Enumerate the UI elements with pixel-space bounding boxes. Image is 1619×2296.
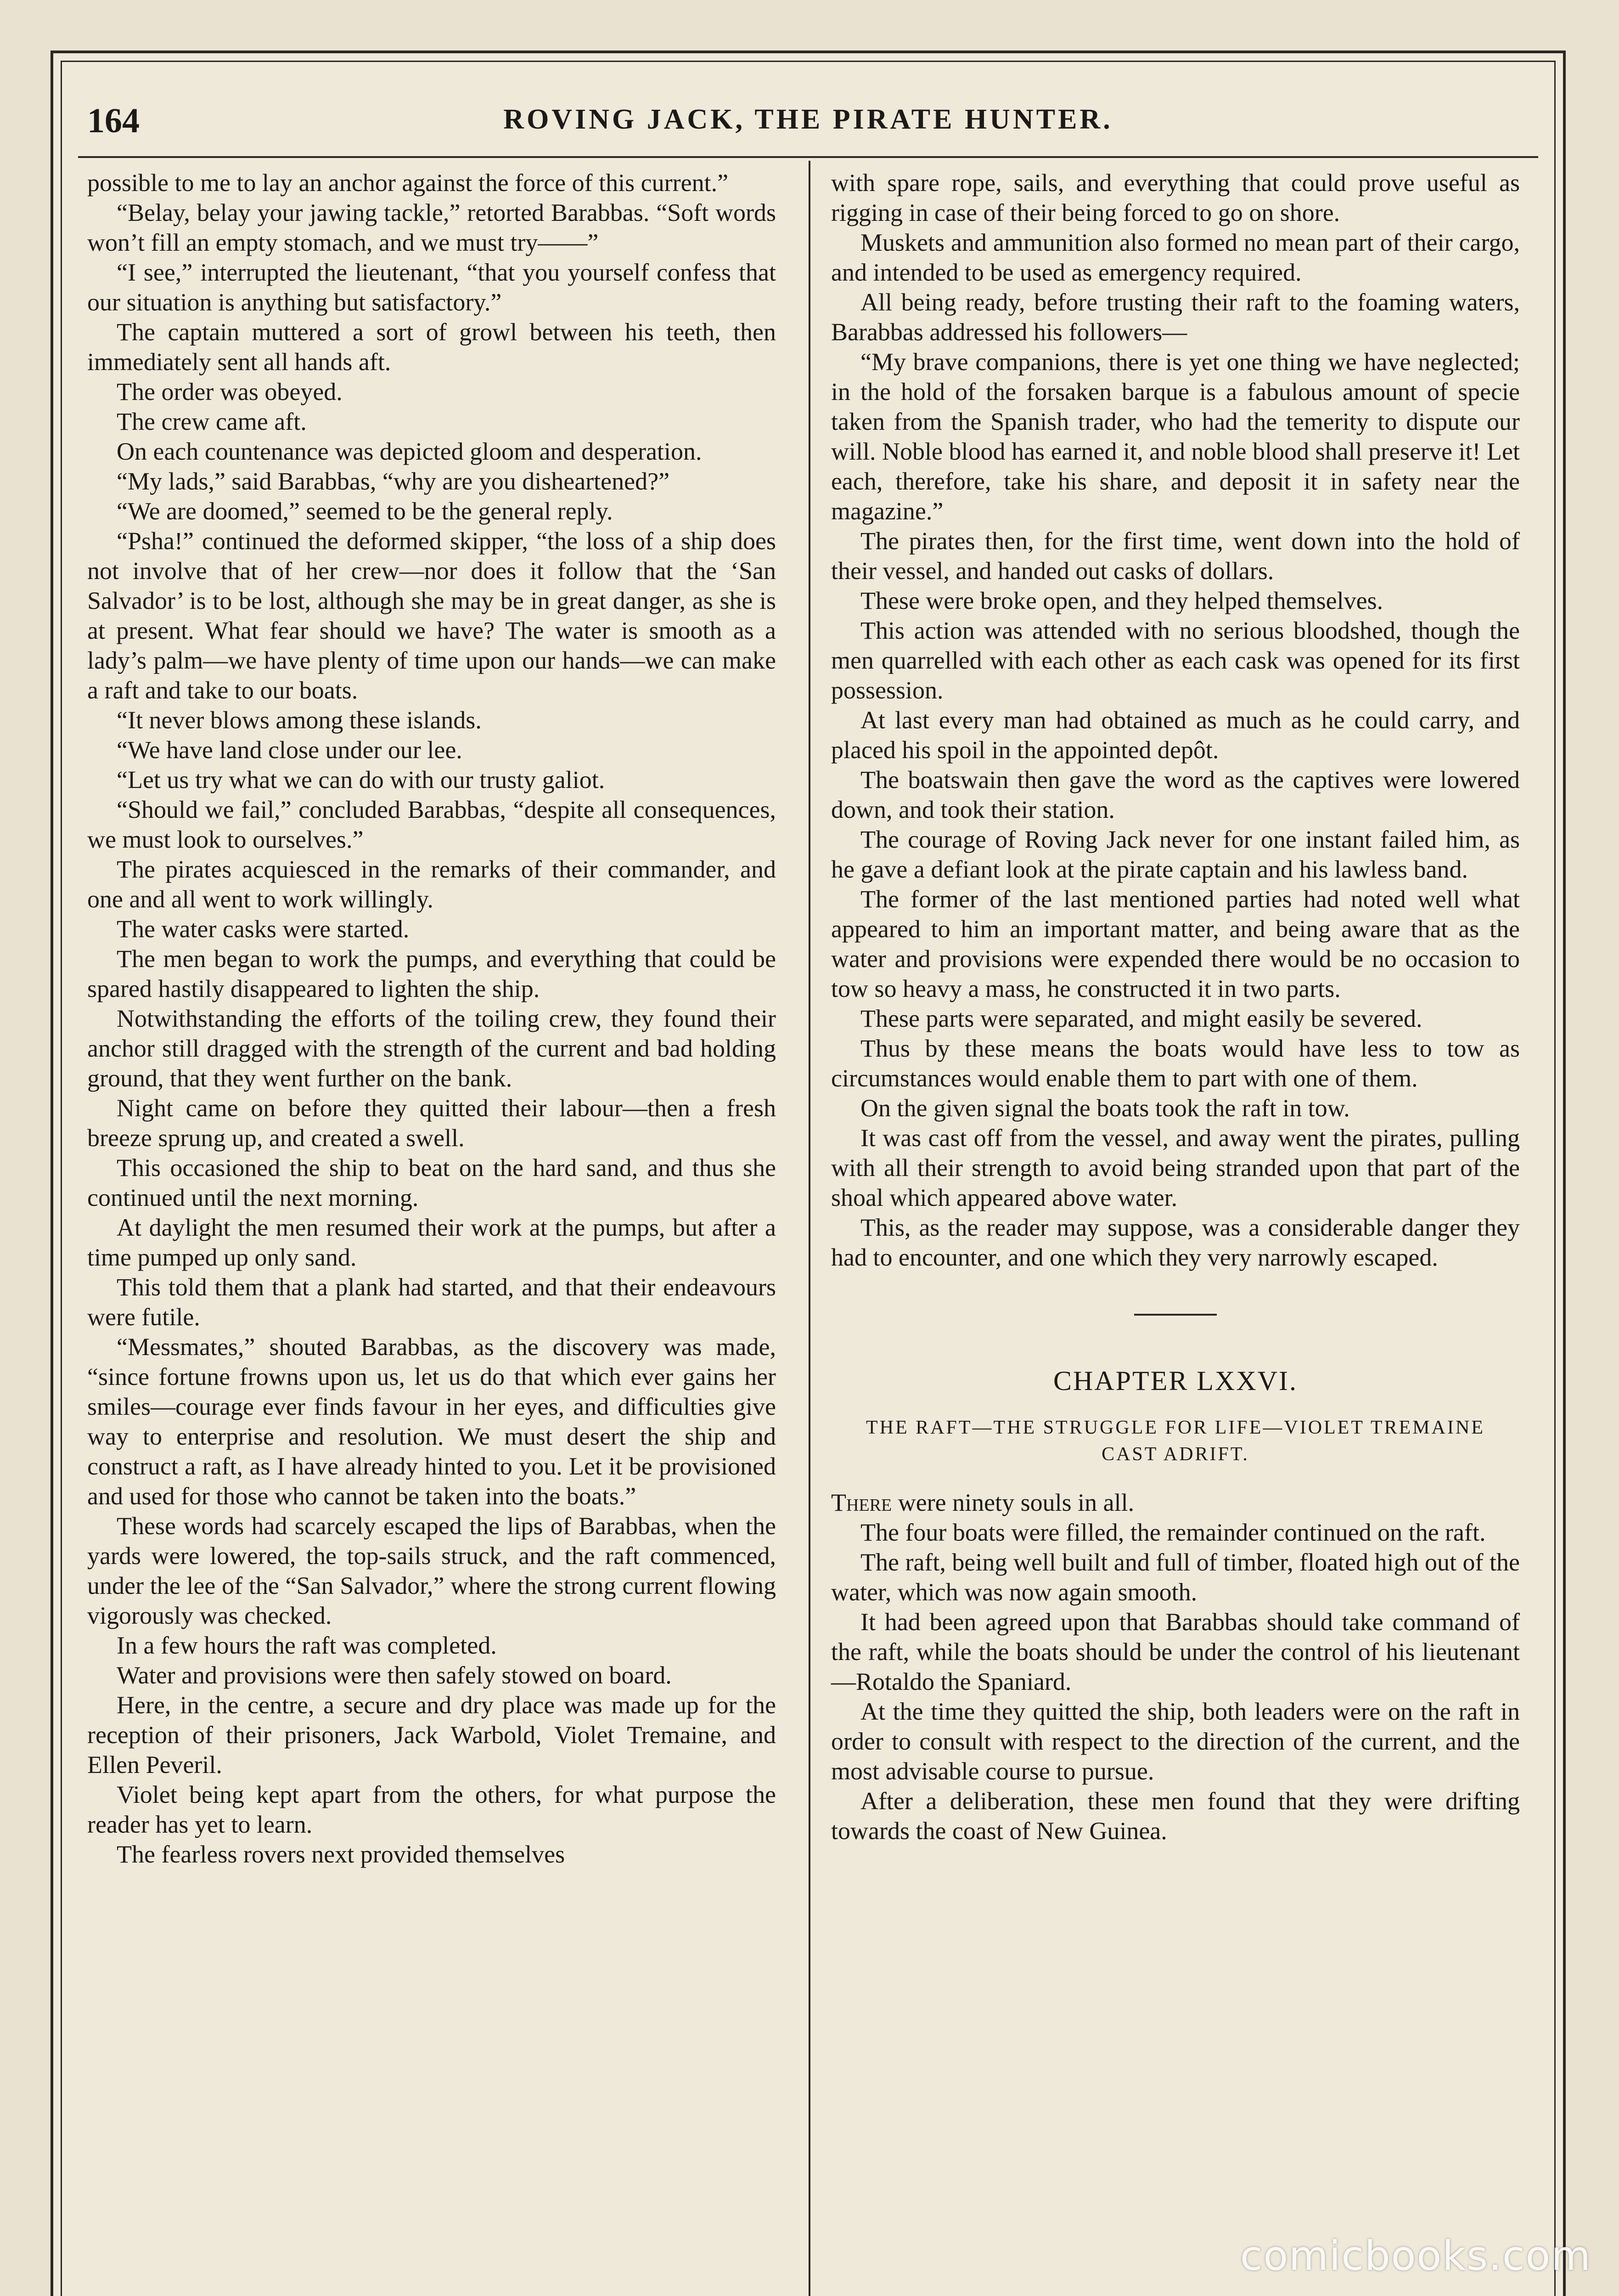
paragraph: At last every man had obtained as much as he could carry, and placed his spoil in the appointed depôt.: [831, 706, 1520, 764]
paragraph: The boatswain then gave the word as the captives were lowered down, and took their station.: [831, 766, 1520, 823]
paragraph: The crew came aft.: [117, 408, 307, 435]
paragraph: “Belay, belay your jawing tackle,” retorted Barabbas. “Soft words won’t fill an empty stomach, and we must try——”: [87, 199, 776, 256]
paragraph: “It never blows among these islands.: [117, 706, 482, 734]
paragraph: On each countenance was depicted gloom and desperation.: [117, 438, 702, 465]
chapter-subtitle: THE RAFT—THE STRUGGLE FOR LIFE—VIOLET TREMAINE CAST ADRIFT.: [866, 1417, 1485, 1465]
paragraph: The courage of Roving Jack never for one instant failed him, as he gave a defiant look at the pirate captain and his lawless band.: [831, 826, 1520, 883]
paragraph: with spare rope, sails, and everything that could prove useful as rigging in case of their being forced to go on shore.: [831, 169, 1520, 226]
paragraph: This occasioned the ship to beat on the hard sand, and thus she continued until the next morning.: [87, 1154, 776, 1211]
site-watermark: comicbooks.com: [1240, 2232, 1591, 2279]
paragraph: This, as the reader may suppose, was a considerable danger they had to encounter, and one which they very narrowly escaped.: [831, 1214, 1520, 1271]
paragraph: This told them that a plank had started, and that their endeavours were futile.: [87, 1273, 776, 1331]
paragraph: In a few hours the raft was completed.: [117, 1632, 497, 1659]
left-column: [87, 168, 776, 1869]
paragraph: “I see,” interrupted the lieutenant, “that you yourself confess that our situation is anything but satisfactory.”: [87, 259, 776, 316]
paragraph: The pirates then, for the first time, went down into the hold of their vessel, and handed out casks of dollars.: [831, 527, 1520, 585]
paragraph: “Psha!” continued the deformed skipper, “the loss of a ship does not involve that of her crew—nor does it follow that the ‘San Salvador’ is to be lost, although she may be in great danger, as she is at present. What fear should we have? The water is smooth as a lady’s palm—we have plenty of time upon our hands—we can make a raft and take to our boats.: [87, 527, 776, 704]
right-column: [831, 168, 1520, 1846]
paragraph: “Should we fail,” concluded Barabbas, “despite all consequences, we must look to ourselves.”: [87, 796, 776, 853]
paragraph: Here, in the centre, a secure and dry place was made up for the reception of their prisoners, Jack Warbold, Violet Tremaine, and Ellen Peveril.: [87, 1691, 776, 1778]
paragraph: The captain muttered a sort of growl between his teeth, then immediately sent all hands aft.: [87, 318, 776, 376]
paragraph: possible to me to lay an anchor against the force of this current.”: [87, 169, 729, 197]
paragraph: The men began to work the pumps, and everything that could be spared hastily disappeared to lighten the ship.: [87, 945, 776, 1002]
header-rule: [78, 156, 1538, 158]
paragraph: These words had scarcely escaped the lips of Barabbas, when the yards were lowered, the top-sails struck, and the raft commenced, under the lee of the “San Salvador,” where the strong current flowing vigorously was checked.: [87, 1512, 776, 1629]
opening-word: There: [831, 1489, 892, 1516]
paragraph: Violet being kept apart from the others, for what purpose the reader has yet to learn.: [87, 1781, 776, 1838]
paragraph: After a deliberation, these men found that they were drifting towards the coast of New Guinea.: [831, 1787, 1520, 1845]
paragraph: The four boats were filled, the remainder continued on the raft.: [860, 1519, 1486, 1546]
opening-rest: were ninety souls in all.: [892, 1489, 1135, 1516]
paragraph: The water casks were started.: [117, 915, 410, 943]
paragraph: Muskets and ammunition also formed no mean part of their cargo, and intended to be used as emergency required.: [831, 229, 1520, 286]
paragraph: “Let us try what we can do with our trusty galiot.: [117, 766, 605, 793]
paragraph: The fearless rovers next provided themselves: [117, 1840, 565, 1868]
paragraph: “We have land close under our lee.: [117, 736, 462, 764]
page-number: 164: [87, 101, 140, 140]
paragraph: Night came on before they quitted their labour—then a fresh breeze sprung up, and created a swell.: [87, 1094, 776, 1152]
paragraph: “My lads,” said Barabbas, “why are you disheartened?”: [117, 467, 670, 495]
paragraph: The raft, being well built and full of timber, floated high out of the water, which was now again smooth.: [831, 1548, 1520, 1606]
running-title: ROVING JACK, THE PIRATE HUNTER.: [503, 103, 1113, 135]
book-page: [51, 51, 1566, 2296]
paragraph: “Messmates,” shouted Barabbas, as the discovery was made, “since fortune frowns upon us, let us do that which ever gains her smiles—courage ever finds favour in her eyes, and difficulties give way to enterprise and resolution. We must desert the ship and construct a raft, as I have already hinted to you. Let it be provisioned and used for those who cannot be taken into the boats.”: [87, 1333, 776, 1510]
page-header: [87, 87, 1529, 152]
paragraph: These parts were separated, and might easily be severed.: [860, 1005, 1422, 1032]
paragraph: “We are doomed,” seemed to be the general reply.: [117, 497, 613, 525]
paragraph: It was cast off from the vessel, and away went the pirates, pulling with all their strength to avoid being stranded upon that part of the shoal which appeared above water.: [831, 1124, 1520, 1211]
paragraph: The order was obeyed.: [117, 378, 343, 405]
paragraph: It had been agreed upon that Barabbas should take command of the raft, while the boats should be under the control of his lieutenant—Rotaldo the Spaniard.: [831, 1608, 1520, 1695]
section-break-rule: [1134, 1314, 1217, 1316]
paragraph: The pirates acquiesced in the remarks of their commander, and one and all went to work willingly.: [87, 855, 776, 913]
paragraph: The former of the last mentioned parties had noted well what appeared to him an important matter, and being aware that as the water and provisions were expended there would be no occasion to tow so heavy a mass, he constructed it in two parts.: [831, 885, 1520, 1002]
chapter-heading: CHAPTER LXXVI.: [1053, 1366, 1298, 1396]
paragraph: Water and provisions were then safely stowed on board.: [117, 1661, 672, 1689]
paragraph-opening: [831, 1488, 1520, 1518]
paragraph: On the given signal the boats took the raft in tow.: [860, 1094, 1350, 1122]
paragraph: All being ready, before trusting their raft to the foaming waters, Barabbas addressed his followers—: [831, 288, 1520, 346]
paragraph: At daylight the men resumed their work at the pumps, but after a time pumped up only sand.: [87, 1214, 776, 1271]
paragraph: “My brave companions, there is yet one thing we have neglected; in the hold of the forsaken barque is a fabulous amount of specie taken from the Spanish trader, who had the temerity to dispute our will. Noble blood has earned it, and noble blood shall preserve it! Let each, therefore, take his share, and deposit it in safety near the magazine.”: [831, 348, 1520, 525]
column-divider: [809, 161, 810, 2296]
paragraph: This action was attended with no serious bloodshed, though the men quarrelled with each other as each cask was opened for its first possession.: [831, 617, 1520, 704]
paragraph: At the time they quitted the ship, both leaders were on the raft in order to consult with respect to the direction of the current, and the most advisable course to pursue.: [831, 1698, 1520, 1785]
paragraph: Thus by these means the boats would have less to tow as circumstances would enable them to part with one of them.: [831, 1035, 1520, 1092]
paragraph: Notwithstanding the efforts of the toiling crew, they found their anchor still dragged with the strength of the current and bad holding ground, that they went further on the bank.: [87, 1005, 776, 1092]
paragraph: These were broke open, and they helped themselves.: [860, 587, 1383, 614]
